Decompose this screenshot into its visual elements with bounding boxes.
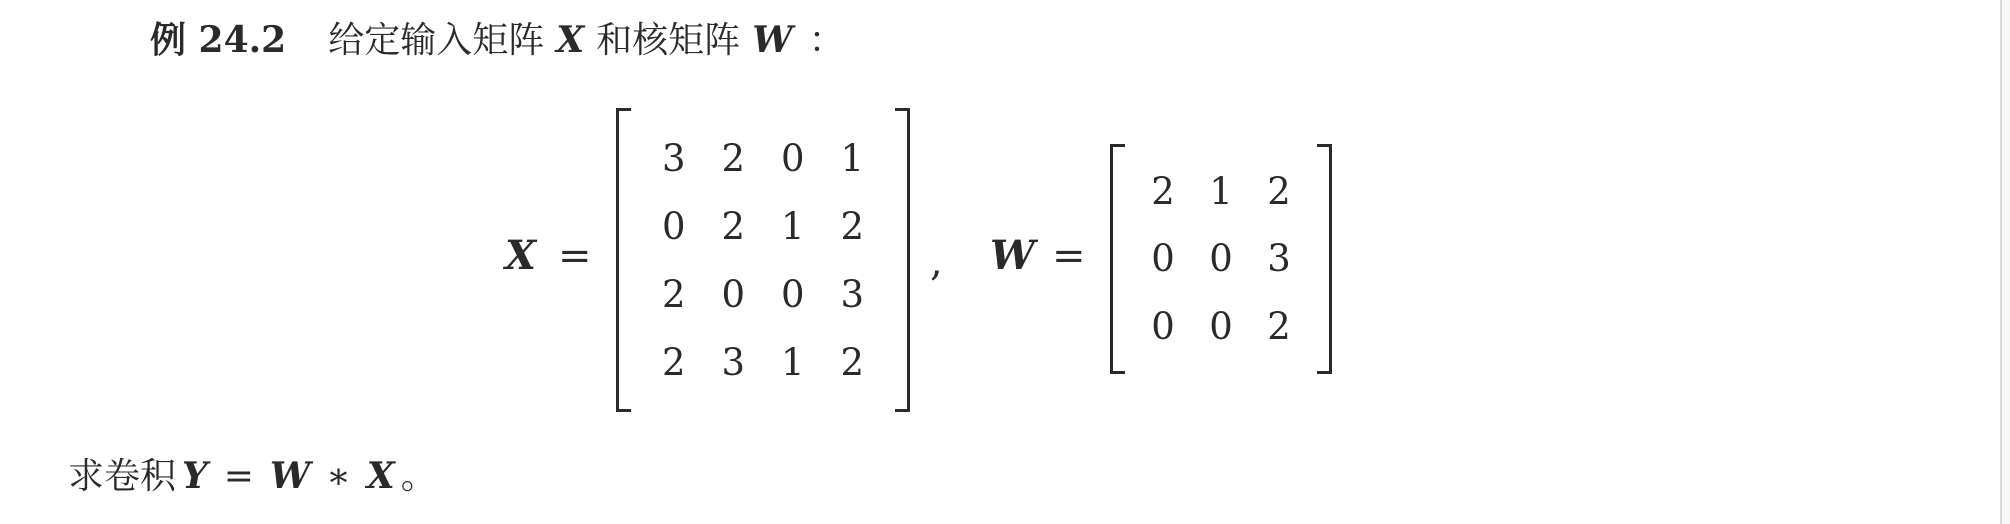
x-matrix-cell: 1 [780,204,805,248]
x-equals: = [558,233,592,279]
w-equals: = [1052,233,1086,279]
heading-symbol-x: X [556,19,585,61]
matrix-separator: , [930,239,943,285]
w-matrix-cell: 1 [1209,170,1233,214]
question-conv-op: ∗ [326,456,351,497]
w-matrix-cell: 2 [1267,304,1291,348]
question-end: 。 [400,456,437,497]
x-matrix-row [644,124,882,192]
w-matrix-left-bracket [1110,144,1125,374]
example-label: 例 24.2 [150,19,287,61]
x-matrix-cell: 1 [840,136,865,180]
x-matrix-cell: 2 [840,340,865,384]
example-heading [150,12,845,69]
w-matrix [1110,144,1332,374]
question-w: W [269,455,311,497]
x-matrix-cell: 2 [721,204,746,248]
x-matrix-cell: 2 [661,340,686,384]
x-matrix-grid [644,124,882,396]
w-matrix-right-bracket [1317,144,1332,374]
w-matrix-cell: 0 [1209,237,1233,281]
x-matrix-cell: 3 [721,340,746,384]
w-matrix-row [1134,158,1308,225]
x-matrix-cell: 0 [780,136,805,180]
x-variable: X [505,232,537,279]
x-matrix-cell: 1 [780,340,805,384]
w-matrix-row [1134,293,1308,360]
page-edge [2000,0,2010,524]
x-matrix-left-bracket [616,108,631,412]
heading-text-between: 和核矩阵 [596,20,741,61]
x-matrix-cell: 3 [840,272,865,316]
w-matrix-cell: 0 [1151,304,1175,348]
heading-symbol-w: W [752,19,793,61]
question-line [68,448,437,505]
w-matrix-cell: 2 [1151,170,1175,214]
x-matrix-cell: 0 [721,272,746,316]
x-matrix-right-bracket [895,108,910,412]
x-matrix [616,108,910,412]
heading-colon: ： [808,20,845,61]
x-matrix-row [644,192,882,260]
x-matrix-cell: 2 [661,272,686,316]
question-equals: = [223,456,254,497]
x-matrix-cell: 0 [661,204,686,248]
question-text: 求卷积 [68,456,177,497]
x-matrix-cell: 2 [840,204,865,248]
w-matrix-cell: 2 [1267,170,1291,214]
w-variable: W [990,232,1035,279]
x-matrix-row [644,328,882,396]
x-matrix-row [644,260,882,328]
w-matrix-cell: 3 [1267,237,1291,281]
question-y: Y [182,455,208,497]
question-x: X [366,455,395,497]
x-matrix-cell: 3 [661,136,686,180]
x-matrix-cell: 2 [721,136,746,180]
x-matrix-cell: 0 [780,272,805,316]
heading-text-before: 给定输入矩阵 [328,20,545,61]
w-matrix-cell: 0 [1151,237,1175,281]
w-matrix-grid [1134,158,1308,360]
w-matrix-row [1134,225,1308,292]
w-matrix-cell: 0 [1209,304,1233,348]
